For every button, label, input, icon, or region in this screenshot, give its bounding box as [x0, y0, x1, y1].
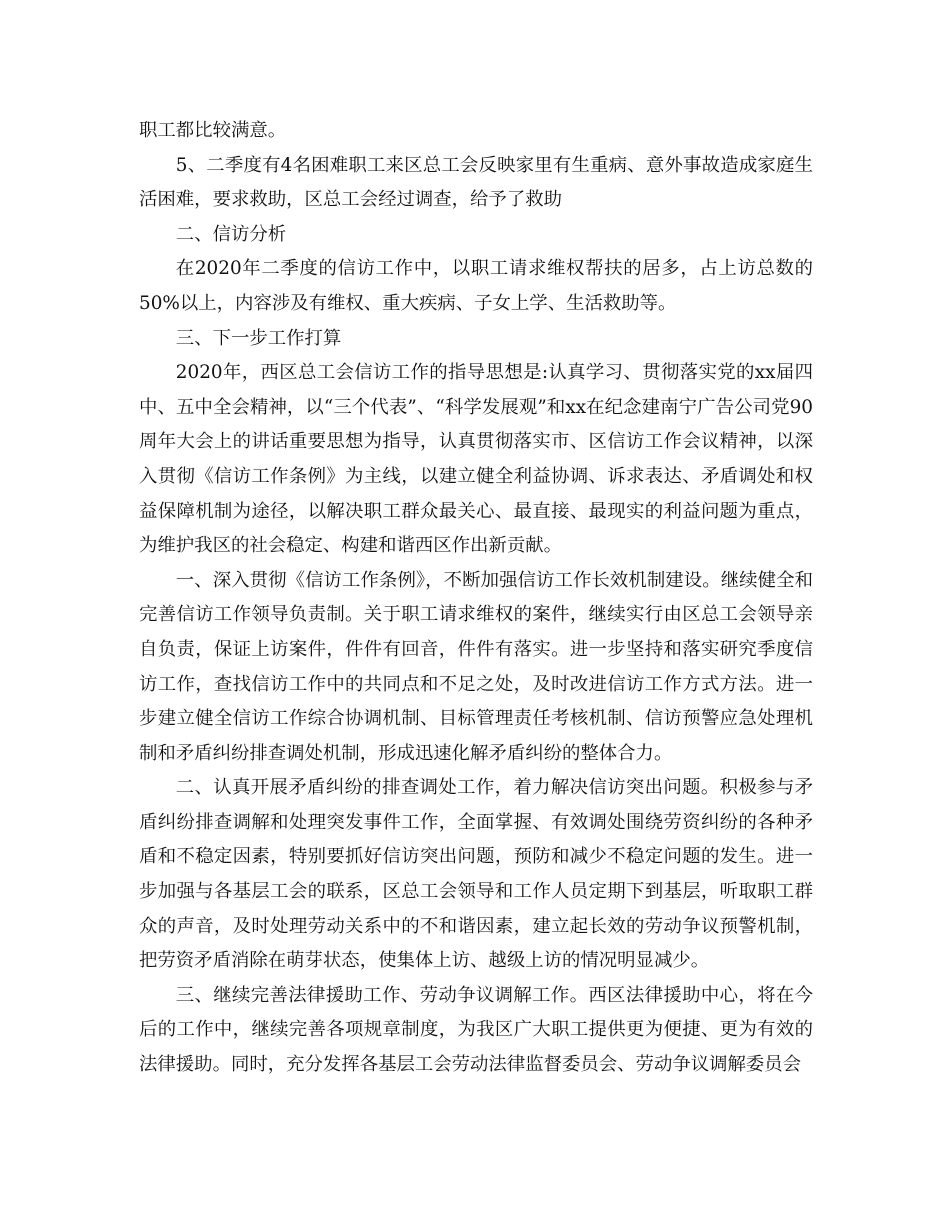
document-body [139, 114, 813, 1083]
paragraph-analysis: 在2020年二季度的信访工作中，以职工请求维权帮扶的居多，占上访总数的50%以上，内容涉及有维权、重大疾病、子女上学、生活救助等。 [139, 258, 813, 314]
paragraph-point-two: 二、认真开展矛盾纠纷的排查调处工作，着力解决信访突出问题。积极参与矛盾纠纷排查调解和处理突发事件工作，全面掌握、有效调处围绕劳资纠纷的各种矛盾和不稳定因素，特别要抓好信访突出问题，预防和减少不稳定问题的发生。进一步加强与各基层工会的联系，区总工会领导和工作人员定期下到基层，听取职工群众的声音，及时处理劳动关系中的不和谐因素，建立起长效的劳动争议预警机制，把劳资矛盾消除在萌芽状态，使集体上访、越级上访的情况明显减少。 [139, 777, 813, 972]
paragraph-item-5: 5、二季度有4名困难职工来区总工会反映家里有生重病、意外事故造成家庭生活困难，要求救助，区总工会经过调查，给予了救助 [139, 154, 813, 211]
paragraph-point-three: 三、继续完善法律援助工作、劳动争议调解工作。西区法律援助中心，将在今后的工作中，继续完善各项规章制度，为我区广大职工提供更为便捷、更为有效的法律援助。同时，充分发挥各基层工会劳动法律监督委员会、劳动争议调解委员会 [139, 984, 813, 1076]
paragraph-guiding-ideology: 2020年，西区总工会信访工作的指导思想是:认真学习、贯彻落实党的xx届四中、五中全会精神，以“三个代表”、“科学发展观”和xx在纪念建南宁广告公司党90周年大会上的讲话重要思想为指导，认真贯彻落实市、区信访工作会议精神，以深入贯彻《信访工作条例》为主线，以建立健全利益协调、诉求表达、矛盾调处和权益保障机制为途径，以解决职工群众最关心、最直接、最现实的利益问题为重点，为维护我区的社会稳定、构建和谐西区作出新贡献。 [139, 362, 813, 557]
section-heading-analysis: 二、信访分析 [175, 223, 287, 245]
paragraph-point-one: 一、深入贯彻《信访工作条例》，不断加强信访工作长效机制建设。继续健全和完善信访工作领导负责制。关于职工请求维权的案件，继续实行由区总工会领导亲自负责，保证上访案件，件件有回音，件件有落实。进一步坚持和落实研究季度信访工作，查找信访工作中的共同点和不足之处，及时改进信访工作方式方法。进一步建立健全信访工作综合协调机制、目标管理责任考核机制、信访预警应急处理机制和矛盾纠纷排查调处机制，形成迅速化解矛盾纠纷的整体合力。 [139, 569, 813, 764]
section-heading-next-steps: 三、下一步工作打算 [175, 327, 342, 349]
paragraph-continuation: 职工都比较满意。 [139, 120, 287, 141]
